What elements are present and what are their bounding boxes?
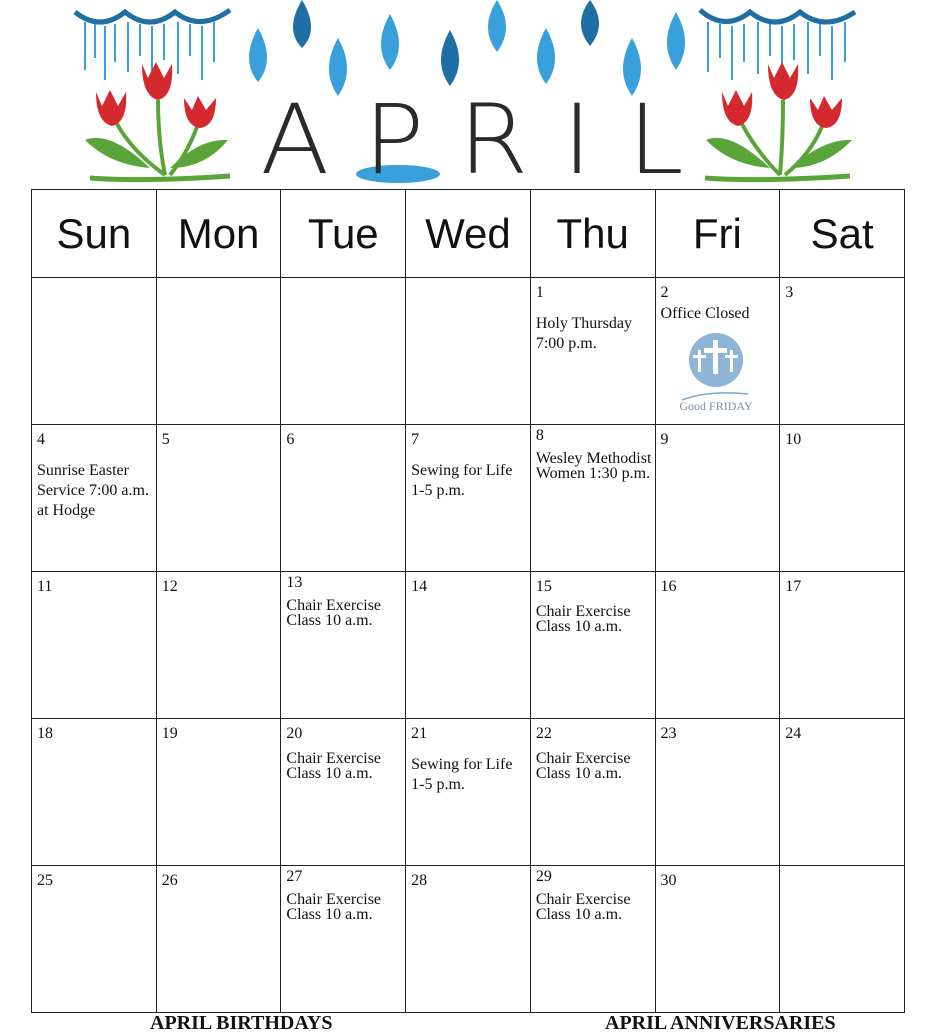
day-cell xyxy=(32,866,157,1013)
birthdays-heading: APRIL BIRTHDAYS xyxy=(150,1012,333,1034)
day-number: 14 xyxy=(411,578,428,595)
month-title xyxy=(260,84,684,196)
day-number: 11 xyxy=(37,578,53,595)
week-row xyxy=(32,719,905,866)
day-number: 18 xyxy=(37,725,53,742)
footer-headings xyxy=(0,1012,932,1032)
weekday-header: Sun xyxy=(32,190,157,278)
weekday-header-row xyxy=(32,190,905,278)
day-number: 4 xyxy=(37,431,45,448)
day-number: 12 xyxy=(161,578,178,595)
day-event: Office Closed xyxy=(660,305,750,322)
weekday-header: Wed xyxy=(406,190,531,278)
day-cell xyxy=(655,572,780,719)
day-event: Chair Exercise Class 10 a.m. xyxy=(535,603,631,636)
day-cell xyxy=(32,425,157,572)
day-cell xyxy=(530,278,655,425)
right-tulips-icon xyxy=(705,62,852,180)
day-number: 25 xyxy=(37,872,53,889)
day-cell xyxy=(156,866,281,1013)
day-number: 5 xyxy=(161,431,170,448)
day-cell xyxy=(156,425,281,572)
day-number: 9 xyxy=(660,431,669,448)
week-row xyxy=(32,866,905,1013)
header-art xyxy=(0,0,932,196)
day-number: 1 xyxy=(535,284,544,301)
day-event: Sewing for Life 1-5 p.m. xyxy=(411,756,513,793)
day-number: 13 xyxy=(286,574,303,591)
day-number: 26 xyxy=(161,872,178,889)
day-cell xyxy=(530,719,655,866)
day-cell xyxy=(156,278,281,425)
day-number: 29 xyxy=(535,868,552,885)
day-cell xyxy=(655,278,780,425)
day-number: 23 xyxy=(660,725,677,742)
day-cell xyxy=(406,278,531,425)
calendar-grid xyxy=(31,189,905,1013)
weekday-header: Thu xyxy=(530,190,655,278)
day-cell xyxy=(281,425,406,572)
day-cell xyxy=(156,572,281,719)
day-cell xyxy=(780,425,905,572)
left-tulips-icon xyxy=(85,62,230,180)
day-event: Sunrise Easter Service 7:00 a.m. at Hodge xyxy=(37,462,149,519)
day-cell xyxy=(780,719,905,866)
day-event: Chair Exercise Class 10 a.m. xyxy=(535,750,631,783)
anniversaries-heading: APRIL ANNIVERSARIES xyxy=(605,1012,836,1034)
day-cell xyxy=(281,719,406,866)
day-number: 21 xyxy=(411,725,428,742)
day-event: Sewing for Life 1-5 p.m. xyxy=(411,462,513,499)
week-row xyxy=(32,572,905,719)
week-row xyxy=(32,278,905,425)
day-cell xyxy=(32,572,157,719)
day-cell xyxy=(530,866,655,1013)
good-friday-text: Good FRIDAY xyxy=(678,399,753,413)
day-number: 2 xyxy=(660,284,669,301)
weekday-header: Fri xyxy=(655,190,780,278)
month-title-letter: P xyxy=(363,84,424,196)
day-cell xyxy=(655,719,780,866)
day-cell xyxy=(32,719,157,866)
day-event: Wesley Methodist Women 1:30 p.m. xyxy=(535,450,652,483)
day-number: 20 xyxy=(286,725,303,742)
day-cell xyxy=(780,866,905,1013)
month-title-letter: L xyxy=(627,84,684,196)
day-cell xyxy=(281,572,406,719)
month-title-letter: R xyxy=(457,84,528,196)
month-title-letter: A xyxy=(260,84,330,196)
day-cell xyxy=(530,572,655,719)
day-number: 28 xyxy=(411,872,428,889)
day-cell xyxy=(780,572,905,719)
day-event: Holy Thursday 7:00 p.m. xyxy=(535,315,632,352)
right-rain-curtain-icon xyxy=(700,10,855,80)
day-cell xyxy=(406,866,531,1013)
day-number: 3 xyxy=(785,284,794,301)
day-number: 24 xyxy=(785,725,802,742)
day-cell xyxy=(281,866,406,1013)
day-event: Chair Exercise Class 10 a.m. xyxy=(535,891,631,924)
day-number: 30 xyxy=(660,872,677,889)
day-number: 27 xyxy=(286,868,303,885)
day-number: 19 xyxy=(161,725,178,742)
day-number: 10 xyxy=(785,431,802,448)
weekday-header: Tue xyxy=(281,190,406,278)
weekday-header: Sat xyxy=(780,190,905,278)
day-cell xyxy=(780,278,905,425)
weekday-header: Mon xyxy=(156,190,281,278)
day-event: Chair Exercise Class 10 a.m. xyxy=(286,750,382,783)
day-cell xyxy=(406,425,531,572)
day-cell xyxy=(530,425,655,572)
day-cell xyxy=(32,278,157,425)
day-number: 22 xyxy=(535,725,552,742)
day-cell xyxy=(406,572,531,719)
day-event: Chair Exercise Class 10 a.m. xyxy=(286,597,382,630)
day-cell xyxy=(406,719,531,866)
day-number: 16 xyxy=(660,578,677,595)
day-number: 6 xyxy=(286,431,295,448)
day-event: Chair Exercise Class 10 a.m. xyxy=(286,891,382,924)
day-number: 7 xyxy=(411,431,420,448)
good-friday-cross-icon xyxy=(678,330,754,416)
day-number: 15 xyxy=(535,578,552,595)
day-cell xyxy=(281,278,406,425)
day-cell xyxy=(655,425,780,572)
day-cell xyxy=(655,866,780,1013)
day-cell xyxy=(156,719,281,866)
raindrops-icon xyxy=(249,0,685,96)
day-number: 17 xyxy=(785,578,802,595)
day-number: 8 xyxy=(535,427,544,444)
week-row xyxy=(32,425,905,572)
month-title-letter: I xyxy=(562,84,593,196)
